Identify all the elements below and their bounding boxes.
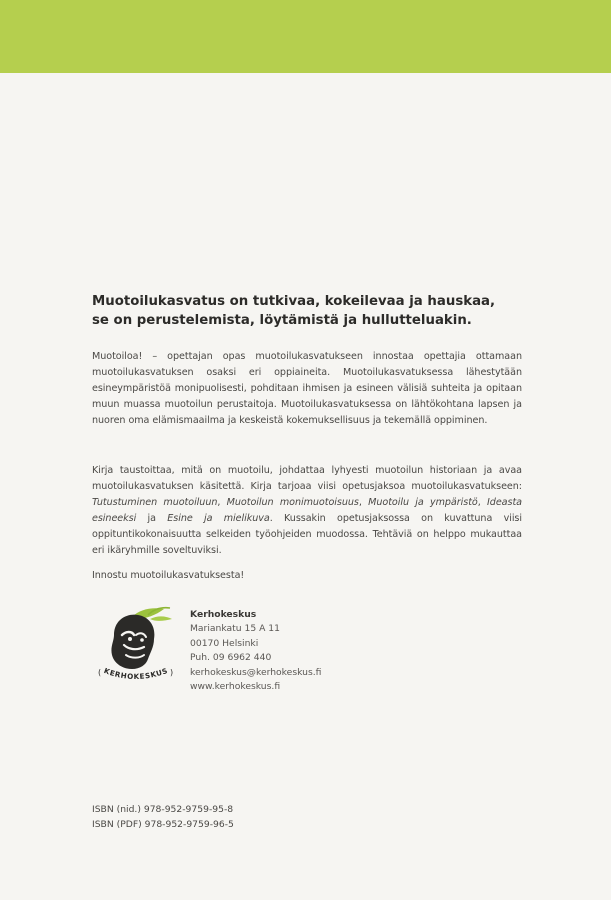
separator-4: ja — [136, 513, 168, 524]
isbn-pdf: ISBN (PDF) 978-952-9759-96-5 — [92, 818, 234, 830]
publisher-city: 00170 Helsinki — [190, 637, 259, 649]
isbn-print: ISBN (nid.) 978-952-9759-95-8 — [92, 804, 234, 815]
top-color-band — [0, 0, 611, 73]
kerhokeskus-logo — [92, 605, 178, 687]
separator-3: , — [477, 497, 488, 508]
svg-text:): ) — [170, 668, 174, 677]
course-title-2: Muotoilun monimuotoisuus — [226, 497, 359, 508]
publisher-contact-block — [190, 608, 430, 694]
course-title-4: Ideasta esineeksi — [92, 497, 523, 524]
back-cover-headline — [92, 292, 532, 330]
headline-line-2: se on perustelemista, löytämistä ja hullutteluakin. — [92, 313, 472, 328]
paragraph-2-outro: . Kussakin opetusjaksossa on kuvattuna viisi oppituntikokonaisuutta selkeiden työohjeiden muodossa. Tehtäviä on helppo mukauttaa eri ikäryhmille soveltuviksi. — [92, 513, 522, 556]
publisher-email-link[interactable]: kerhokeskus@kerhokeskus.fi — [190, 666, 322, 678]
course-title-3: Muotoilu ja ympäristö — [368, 497, 478, 508]
course-title-5: Esine ja mielikuva — [167, 513, 270, 524]
description-paragraph-2 — [92, 463, 522, 559]
description-paragraph-1: Muotoiloa! – opettajan opas muotoilukasvatukseen innostaa opettajia ottamaan muotoilukasvatuksen osaksi eri oppiaineita. Muotoilukasvatuksessa lähestytään esineympäristöä monipuolisesti, pohditaan ihmisen ja esineen välisiä suhteita ja opitaan muun muassa muotoilun perustaitoja. Muotoilukasvatuksessa on lähtökohtana lapsen ja nuoren oma elämismaailma ja keskeistä kokemuksellisuus ja tekemällä oppiminen. — [92, 351, 522, 426]
separator-1: , — [217, 497, 227, 508]
face-profile-icon — [92, 605, 178, 687]
svg-text:(: ( — [98, 668, 102, 677]
publisher-name: Kerhokeskus — [190, 609, 257, 620]
course-title-1: Tutustuminen muotoiluun — [92, 497, 218, 508]
publisher-street: Mariankatu 15 A 11 — [190, 623, 280, 635]
logo-text: KERHOKESKUS — [102, 665, 170, 682]
paragraph-2-intro: Kirja taustoittaa, mitä on muotoilu, johdattaa lyhyesti muotoilun historiaan ja avaa muotoilukasvatuksen käsitettä. Kirja tarjoaa viisi opetusjaksoa muotoilukasvatukseen: — [92, 465, 522, 492]
separator-2: , — [358, 497, 369, 508]
publisher-phone: Puh. 09 6962 440 — [190, 652, 272, 664]
headline-line-1: Muotoilukasvatus on tutkivaa, kokeilevaa ja hauskaa, — [92, 294, 496, 309]
isbn-block — [92, 803, 234, 832]
call-to-action: Innostu muotoilukasvatuksesta! — [92, 570, 245, 581]
publisher-website-link[interactable]: www.kerhokeskus.fi — [190, 681, 281, 693]
